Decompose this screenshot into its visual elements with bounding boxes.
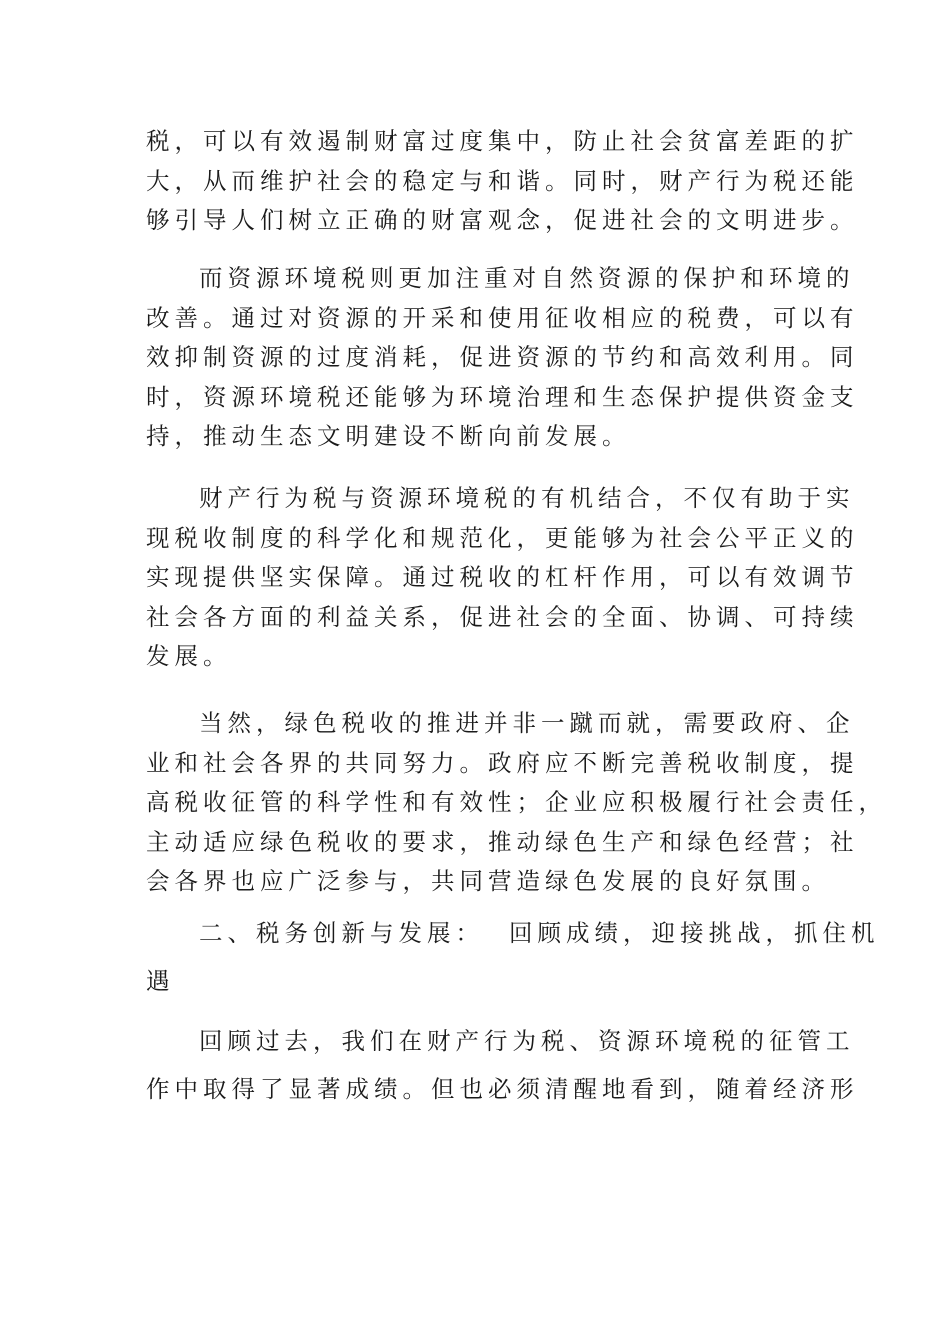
paragraph-4 [146, 704, 887, 902]
paragraph-line: 高税收征管的科学性和有效性；企业应积极履行社会责任， [146, 788, 887, 817]
paragraph-line: 实现提供坚实保障。通过税收的杠杆作用，可以有效调节 [146, 563, 859, 592]
paragraph-line: 够引导人们树立正确的财富观念，促进社会的文明进步。 [146, 206, 859, 235]
heading-line: 二、税务创新与发展： 回顾成绩，迎接挑战，抓住机 [199, 919, 880, 947]
paragraph-2 [146, 259, 859, 457]
paragraph-line: 业和社会各界的共同努力。政府应不断完善税收制度，提 [146, 748, 859, 777]
paragraph-line: 现税收制度的科学化和规范化，更能够为社会公平正义的 [146, 523, 859, 552]
paragraph-line: 会各界也应广泛参与，共同营造绿色发展的良好氛围。 [146, 867, 830, 896]
paragraph-line: 作中取得了显著成绩。但也必须清醒地看到，随着经济形 [146, 1075, 859, 1103]
paragraph-line: 而资源环境税则更加注重对自然资源的保护和环境的 [199, 264, 855, 292]
paragraph-line: 大，从而维护社会的稳定与和谐。同时，财产行为税还能 [146, 166, 859, 195]
heading-line: 遇 [146, 967, 175, 995]
paragraph-line: 发展。 [146, 642, 232, 671]
paragraph-line: 税，可以有效遏制财富过度集中，防止社会贫富差距的扩 [146, 127, 859, 155]
paragraph-line: 主动适应绿色税收的要求，推动绿色生产和绿色经营；社 [146, 827, 859, 856]
paragraph-line: 时，资源环境税还能够为环境治理和生态保护提供资金支 [146, 382, 859, 411]
paragraph-1 [146, 122, 859, 241]
section-heading [146, 914, 880, 954]
paragraph-line: 效抑制资源的过度消耗，促进资源的节约和高效利用。同 [146, 343, 859, 372]
paragraph-3 [146, 479, 859, 677]
paragraph-line: 当然，绿色税收的推进并非一蹴而就，需要政府、企 [199, 709, 855, 737]
paragraph-line: 财产行为税与资源环境税的有机结合，不仅有助于实 [199, 484, 855, 512]
section-heading-continued [146, 962, 806, 1002]
paragraph-line: 社会各方面的利益关系，促进社会的全面、协调、可持续 [146, 602, 859, 631]
paragraph-line: 改善。通过对资源的开采和使用征收相应的税费，可以有 [146, 303, 859, 332]
paragraph-line: 回顾过去，我们在财产行为税、资源环境税的征管工 [199, 1027, 855, 1055]
paragraph-5 [146, 1017, 859, 1113]
paragraph-line: 持，推动生态文明建设不断向前发展。 [146, 422, 631, 451]
